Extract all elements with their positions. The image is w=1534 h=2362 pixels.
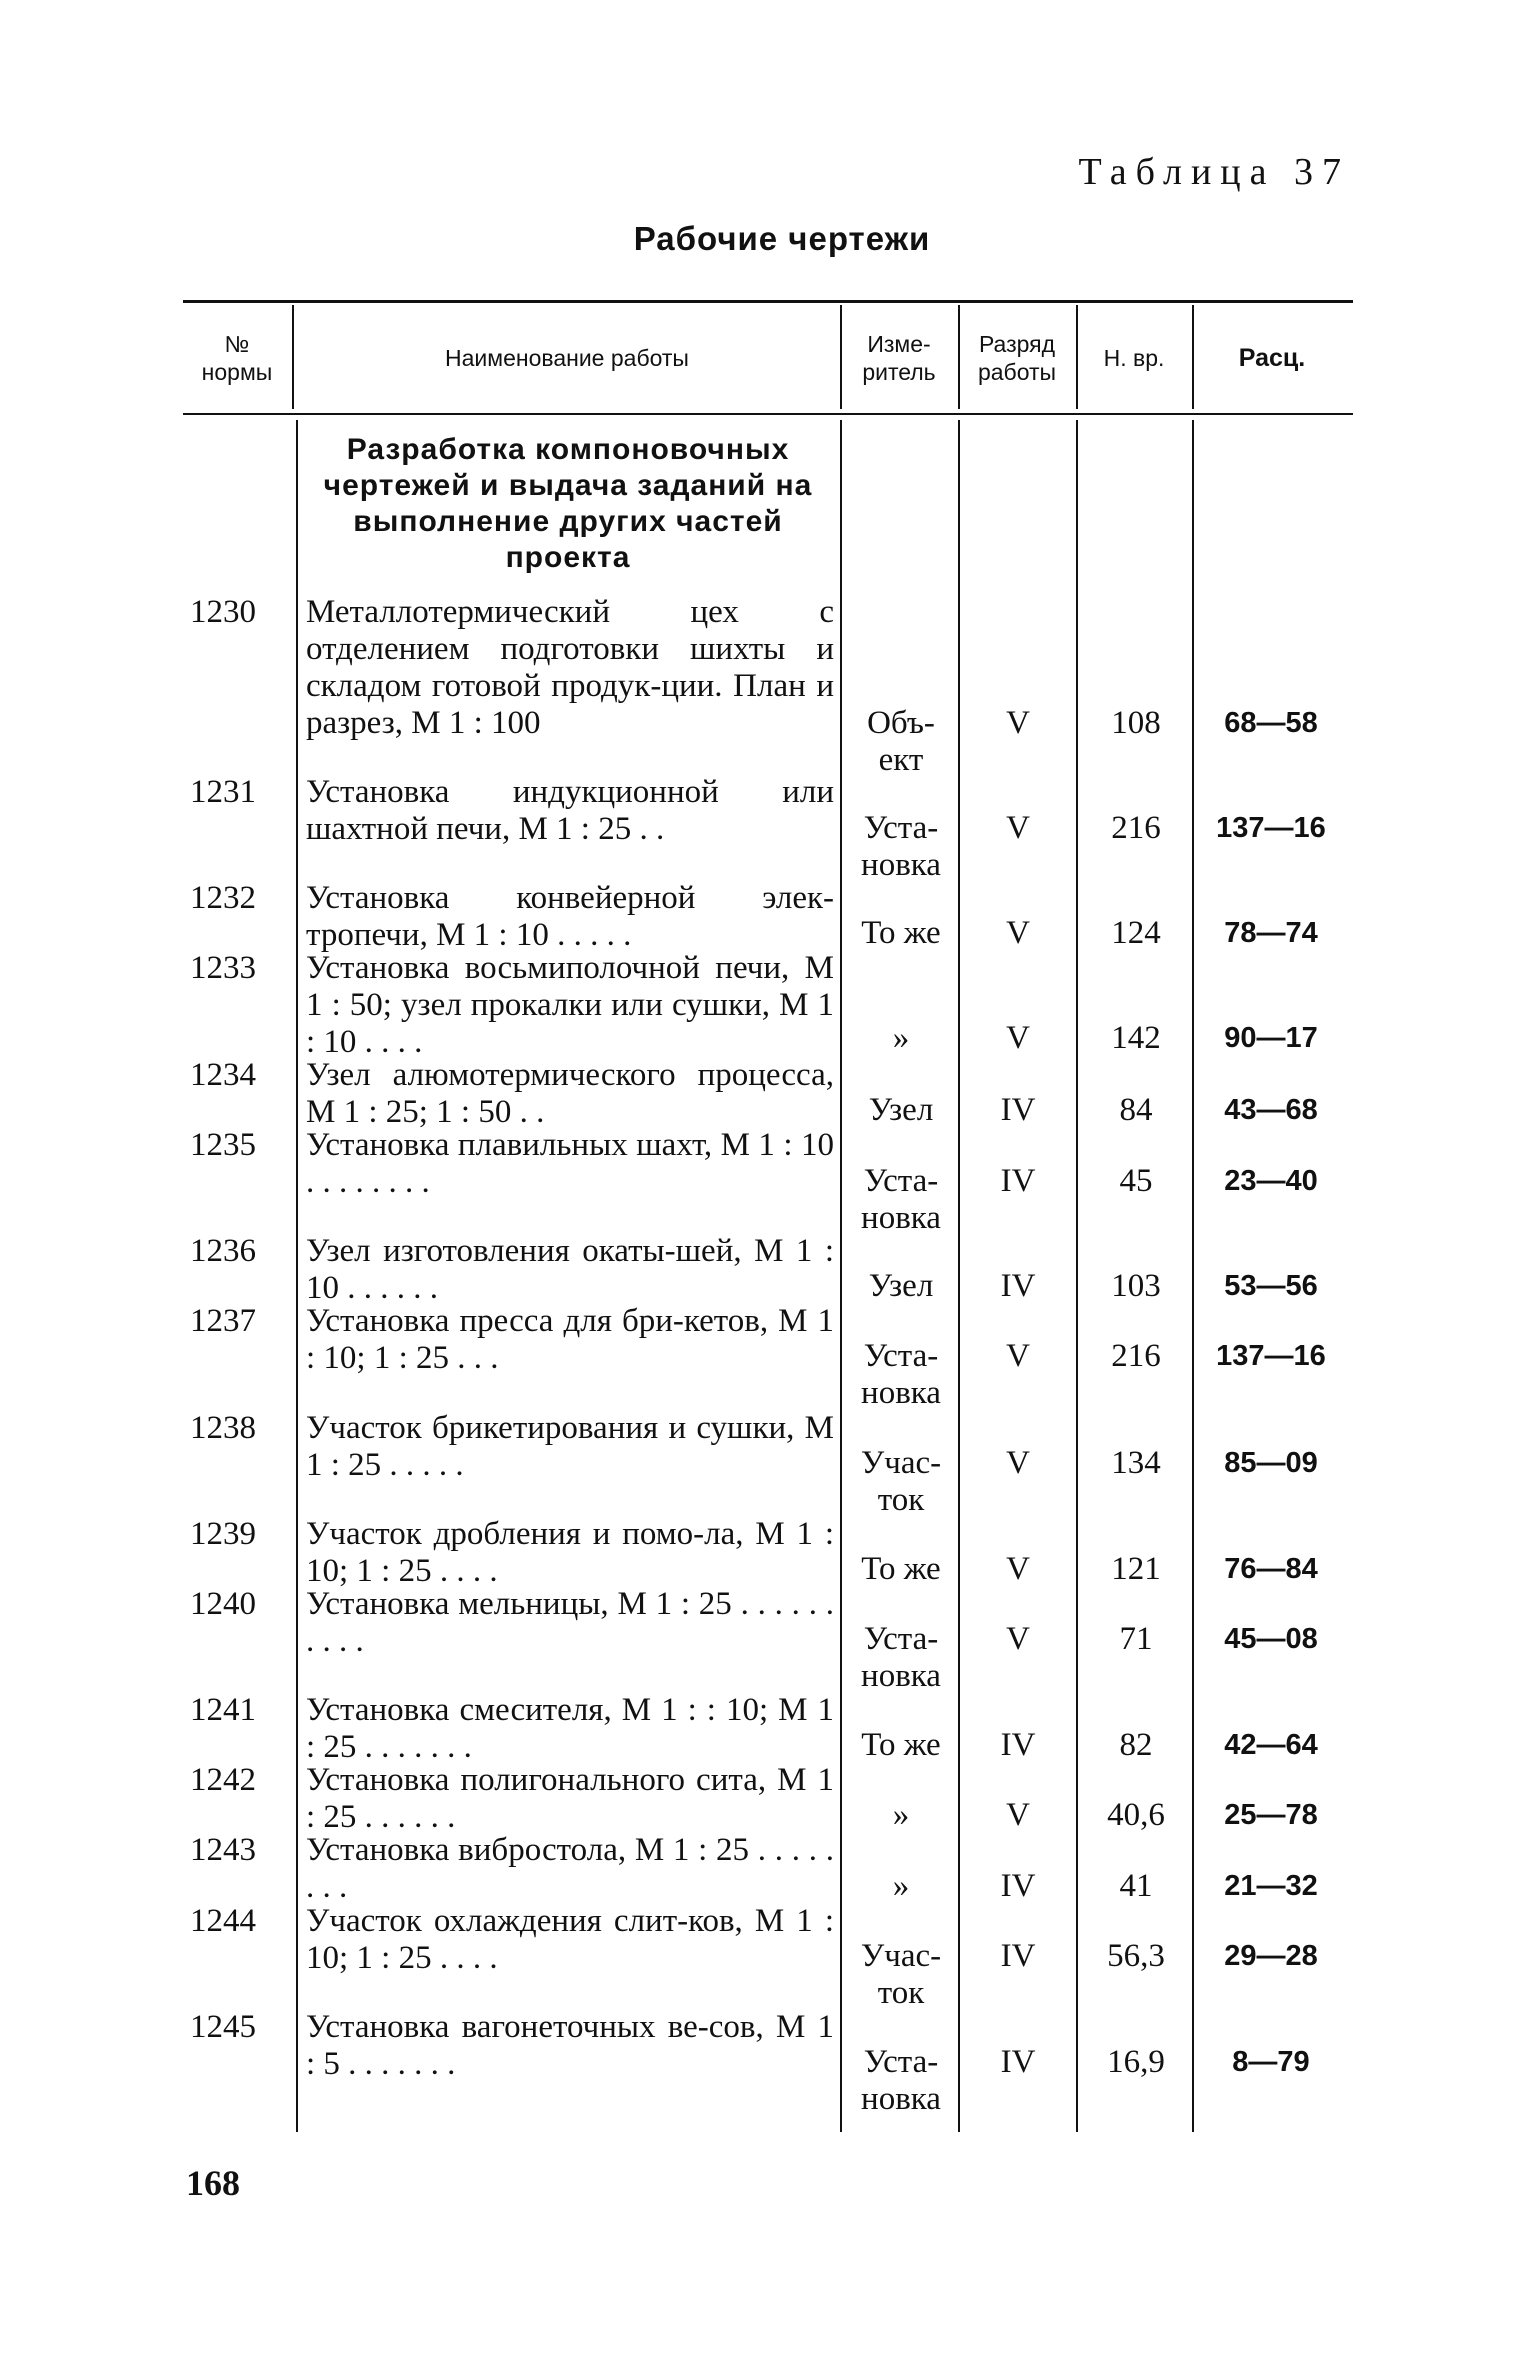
- time-norm: 216: [1111, 810, 1161, 846]
- work-name: Установка смесителя, М 1 : : 10; М 1 : 25 . . . . . . .: [306, 1692, 834, 1765]
- work-name: Узел изготовления окаты-шей, М 1 : 10 . . . . . .: [306, 1233, 834, 1306]
- unit: »: [892, 1797, 910, 1833]
- norm-number: 1244: [190, 1903, 256, 1939]
- norm-number: 1231: [190, 774, 256, 810]
- time-norm: 82: [1119, 1727, 1153, 1763]
- work-name: Участок брикетирования и сушки, М 1 : 25 . . . . .: [306, 1410, 834, 1483]
- norm-number: 1237: [190, 1303, 256, 1339]
- work-name: Установка индукционной или шахтной печи, М 1 : 25 . .: [306, 774, 834, 847]
- body-divider: [840, 420, 842, 2132]
- unit: То же: [861, 915, 941, 951]
- time-norm: 45: [1119, 1163, 1153, 1199]
- grade: IV: [1000, 1268, 1036, 1304]
- time-norm: 84: [1119, 1092, 1153, 1128]
- time-norm: 71: [1119, 1621, 1153, 1657]
- header-divider: [292, 305, 294, 409]
- price: 85—09: [1224, 1447, 1318, 1479]
- work-name: Установка плавильных шахт, М 1 : 10 . . . . . . . .: [306, 1127, 834, 1200]
- norm-number: 1243: [190, 1832, 256, 1868]
- price: 42—64: [1224, 1729, 1318, 1761]
- unit: »: [892, 1020, 910, 1056]
- price: 23—40: [1224, 1165, 1318, 1197]
- time-norm: 108: [1111, 705, 1161, 741]
- price: 43—68: [1224, 1094, 1318, 1126]
- grade: V: [1006, 1020, 1030, 1056]
- table-header-rule: [183, 413, 1353, 415]
- unit: Уста- новка: [861, 2044, 941, 2117]
- grade: V: [1006, 1338, 1030, 1374]
- price: 90—17: [1224, 1022, 1318, 1054]
- work-name: Установка пресса для бри-кетов, М 1 : 10; 1 : 25 . . .: [306, 1303, 834, 1376]
- norm-number: 1232: [190, 880, 256, 916]
- grade: IV: [1000, 1938, 1036, 1974]
- unit: То же: [861, 1551, 941, 1587]
- unit: Объ- ект: [867, 705, 935, 778]
- table-caption: Таблица 37: [1078, 151, 1350, 193]
- price: 137—16: [1216, 1340, 1326, 1372]
- work-name: Установка конвейерной элек-тропечи, М 1 : 10 . . . . .: [306, 880, 834, 953]
- time-norm: 142: [1111, 1020, 1161, 1056]
- body-divider: [1076, 420, 1078, 2132]
- header-time-norm: Н. вр.: [1103, 345, 1165, 371]
- norm-number: 1238: [190, 1410, 256, 1446]
- norm-number: 1242: [190, 1762, 256, 1798]
- grade: IV: [1000, 1092, 1036, 1128]
- header-norm-number: № нормы: [201, 331, 273, 385]
- unit: Уста- новка: [861, 1163, 941, 1236]
- time-norm: 216: [1111, 1338, 1161, 1374]
- price: 78—74: [1224, 917, 1318, 949]
- grade: V: [1006, 705, 1030, 741]
- unit: Учас- ток: [860, 1445, 942, 1518]
- norm-number: 1230: [190, 594, 256, 630]
- work-name: Узел алюмотермического процесса, М 1 : 25; 1 : 50 . .: [306, 1057, 834, 1130]
- unit: Уста- новка: [861, 1338, 941, 1411]
- header-work-name: Наименование работы: [445, 345, 689, 371]
- norm-number: 1245: [190, 2009, 256, 2045]
- norm-number: 1239: [190, 1516, 256, 1552]
- body-divider: [958, 420, 960, 2132]
- unit: Узел: [868, 1268, 934, 1304]
- unit: То же: [861, 1727, 941, 1763]
- header-price: Расц.: [1238, 344, 1306, 372]
- price: 137—16: [1216, 812, 1326, 844]
- unit: Учас- ток: [860, 1938, 942, 2011]
- price: 8—79: [1232, 2046, 1310, 2078]
- grade: IV: [1000, 2044, 1036, 2080]
- work-name: Установка вагонеточных ве-сов, М 1 : 5 . . . . . . .: [306, 2009, 834, 2082]
- grade: V: [1006, 1797, 1030, 1833]
- work-name: Участок охлаждения слит-ков, М 1 : 10; 1 : 25 . . . .: [306, 1903, 834, 1976]
- time-norm: 16,9: [1107, 2044, 1165, 2080]
- work-name: Установка полигонального сита, М 1 : 25 . . . . . .: [306, 1762, 834, 1835]
- time-norm: 40,6: [1107, 1797, 1165, 1833]
- norm-number: 1235: [190, 1127, 256, 1163]
- work-name: Установка восьмиполочной печи, М 1 : 50; узел прокалки или сушки, М 1 : 10 . . . .: [306, 950, 834, 1060]
- time-norm: 134: [1111, 1445, 1161, 1481]
- work-name: Установка мельницы, М 1 : 25 . . . . . . . . . .: [306, 1586, 834, 1659]
- grade: V: [1006, 1551, 1030, 1587]
- body-divider: [296, 420, 298, 2132]
- norm-number: 1241: [190, 1692, 256, 1728]
- grade: IV: [1000, 1727, 1036, 1763]
- grade: IV: [1000, 1868, 1036, 1904]
- work-name: Участок дробления и помо-ла, М 1 : 10; 1 : 25 . . . .: [306, 1516, 834, 1589]
- unit: Уста- новка: [861, 1621, 941, 1694]
- work-name: Металлотермический цех с отделением подготовки шихты и складом готовой продук-ции. План и разрез, М 1 : 100: [306, 594, 834, 741]
- section-title: Разработка компоновочных чертежей и выдача заданий на выполнение других частей проекта: [323, 433, 813, 574]
- time-norm: 124: [1111, 915, 1161, 951]
- price: 68—58: [1224, 707, 1318, 739]
- price: 53—56: [1224, 1270, 1318, 1302]
- grade: V: [1006, 1621, 1030, 1657]
- table-top-rule: [183, 300, 1353, 303]
- norm-number: 1234: [190, 1057, 256, 1093]
- page-number: 168: [186, 2163, 240, 2203]
- price: 21—32: [1224, 1870, 1318, 1902]
- grade: V: [1006, 915, 1030, 951]
- unit: »: [892, 1868, 910, 1904]
- norm-number: 1240: [190, 1586, 256, 1622]
- price: 76—84: [1224, 1553, 1318, 1585]
- unit: Уста- новка: [861, 810, 941, 883]
- unit: Узел: [868, 1092, 934, 1128]
- time-norm: 121: [1111, 1551, 1161, 1587]
- time-norm: 41: [1119, 1868, 1153, 1904]
- work-name: Установка вибростола, М 1 : 25 . . . . . . . .: [306, 1832, 834, 1905]
- table-title: Рабочие чертежи: [633, 220, 931, 257]
- grade: V: [1006, 810, 1030, 846]
- header-grade: Разряд работы: [977, 331, 1057, 385]
- grade: IV: [1000, 1163, 1036, 1199]
- time-norm: 103: [1111, 1268, 1161, 1304]
- time-norm: 56,3: [1107, 1938, 1165, 1974]
- header-unit: Изме- ритель: [862, 331, 936, 385]
- price: 29—28: [1224, 1940, 1318, 1972]
- body-divider: [1192, 420, 1194, 2132]
- norm-number: 1233: [190, 950, 256, 986]
- price: 25—78: [1224, 1799, 1318, 1831]
- norm-number: 1236: [190, 1233, 256, 1269]
- grade: V: [1006, 1445, 1030, 1481]
- price: 45—08: [1224, 1623, 1318, 1655]
